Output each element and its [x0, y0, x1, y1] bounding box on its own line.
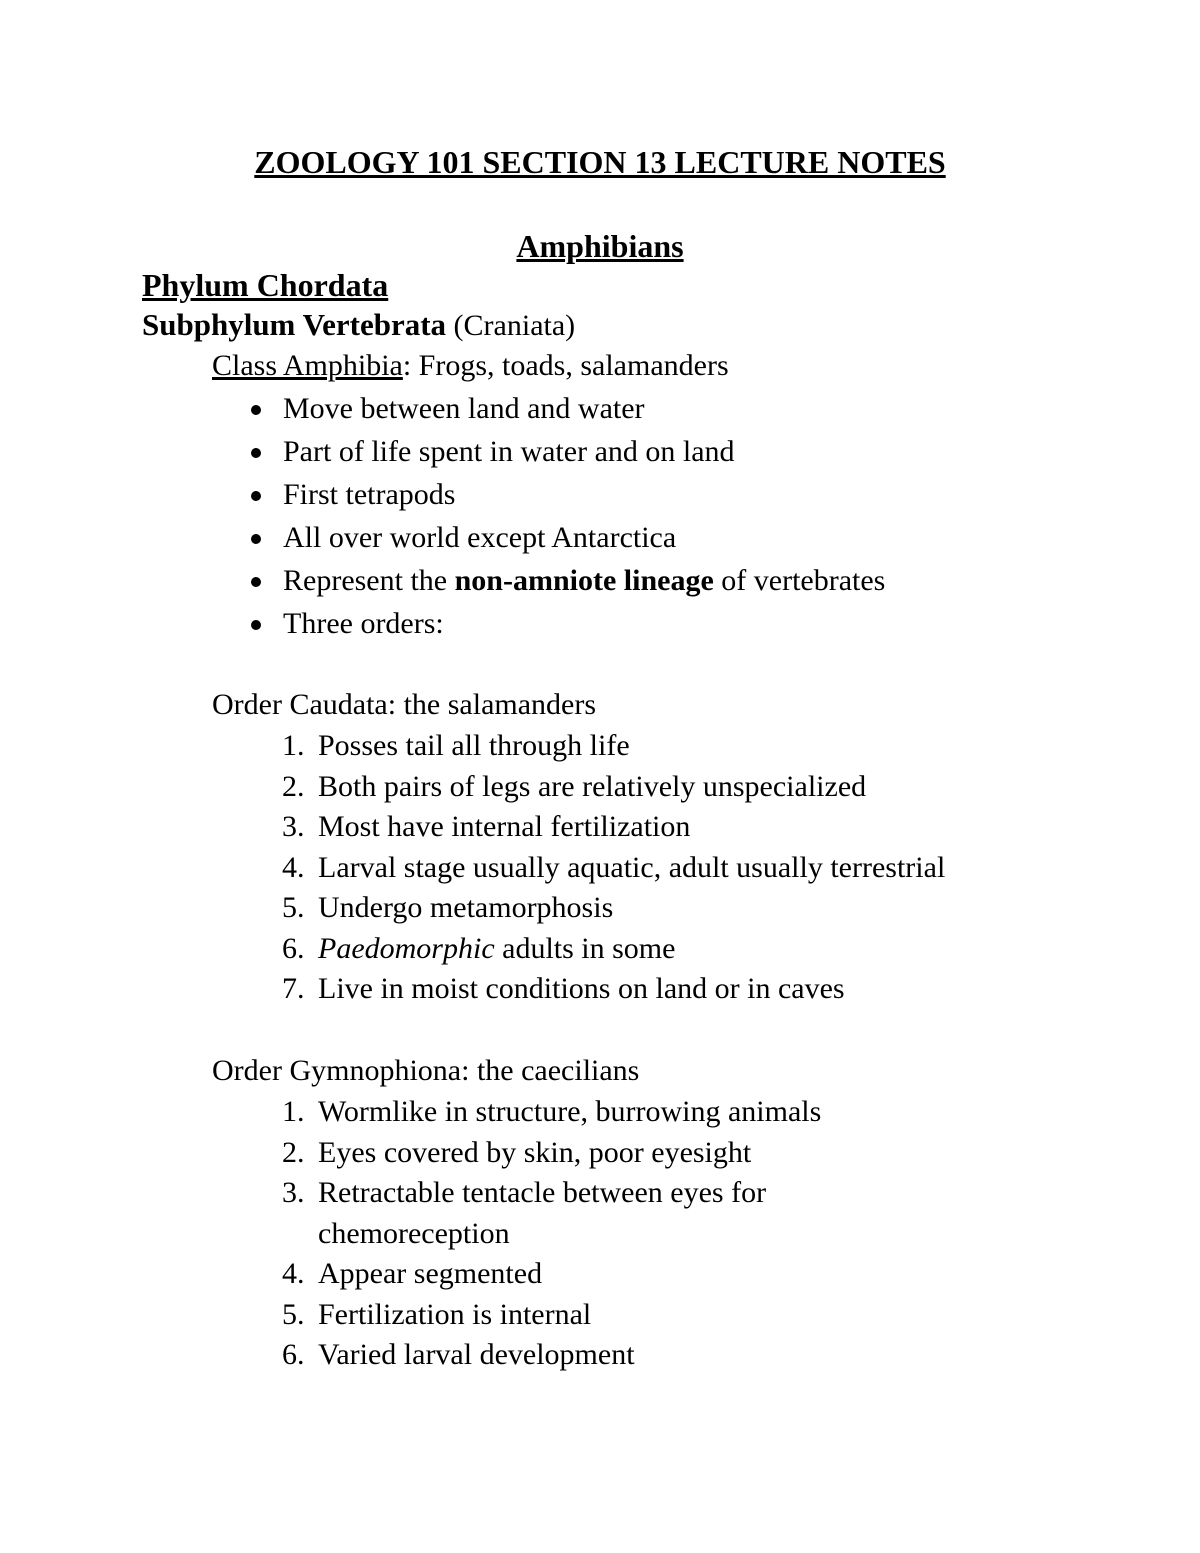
subphylum-alias: (Craniata): [446, 309, 576, 342]
list-item: [282, 848, 945, 889]
item-number: 4.: [282, 850, 305, 884]
phylum-heading: Phylum Chordata: [142, 267, 389, 303]
document-title: ZOOLOGY 101 SECTION 13 LECTURE NOTES: [254, 144, 946, 180]
list-item: [282, 1092, 878, 1133]
item-text-italic: Paedomorphic: [318, 931, 495, 965]
item-text: Eyes covered by skin, poor eyesight: [318, 1135, 752, 1169]
item-text: Retractable tentacle between eyes for chemoreception: [318, 1176, 767, 1250]
item-text: Most have internal fertilization: [318, 810, 691, 843]
item-text: Undergo metamorphosis: [318, 891, 614, 924]
order-caudata-heading: Order Caudata: the salamanders: [212, 688, 597, 721]
item-text: adults in some: [494, 931, 676, 965]
gymnophiona-list: [282, 1092, 878, 1376]
order-gymnophiona-heading: Order Gymnophiona: the caecilians: [212, 1054, 640, 1087]
bullet-text-pre: Represent the: [283, 564, 455, 597]
bullet-text: Part of life spent in water and on land: [283, 435, 735, 468]
class-name: Class Amphibia: [212, 349, 403, 382]
list-item: [282, 1254, 878, 1295]
list-item: [282, 1295, 878, 1336]
item-number: 6.: [282, 931, 305, 965]
list-item: [282, 1173, 878, 1254]
item-number: 4.: [282, 1257, 305, 1290]
bullet-text: Move between land and water: [283, 392, 645, 425]
item-number: 3.: [282, 810, 305, 843]
class-members: : Frogs, toads, salamanders: [402, 349, 729, 382]
caudata-list: [282, 726, 945, 1010]
item-text: Fertilization is internal: [318, 1297, 592, 1331]
list-item: [282, 888, 945, 929]
list-item: [248, 561, 885, 604]
class-heading: [212, 346, 729, 386]
item-number: 5.: [282, 891, 305, 924]
list-item: [282, 969, 945, 1010]
list-item: [282, 726, 945, 767]
class-bullet-list: [248, 389, 885, 647]
list-item: [282, 929, 945, 970]
item-number: 2.: [282, 1135, 305, 1169]
subphylum-heading: [142, 305, 575, 346]
list-item: [282, 807, 945, 848]
subphylum-name: Subphylum Vertebrata: [142, 307, 447, 342]
item-number: 2.: [282, 769, 305, 803]
item-number: 7.: [282, 972, 305, 1005]
list-item: [282, 1133, 878, 1174]
item-text: Larval stage usually aquatic, adult usually terrestrial: [318, 850, 946, 884]
list-item: [248, 389, 885, 432]
bullet-text: All over world except Antarctica: [283, 521, 677, 554]
list-item: [248, 432, 885, 475]
item-number: 6.: [282, 1338, 305, 1371]
bullet-text-bold: non-amniote lineage: [454, 564, 714, 597]
list-item: [248, 475, 885, 518]
item-number: 1.: [282, 1095, 305, 1128]
section-title: Amphibians: [516, 228, 684, 264]
item-text: Live in moist conditions on land or in caves: [318, 972, 845, 1005]
list-item: [248, 518, 885, 561]
bullet-text: Three orders:: [283, 607, 444, 640]
item-number: 1.: [282, 729, 305, 762]
item-text: Posses tail all through life: [318, 729, 630, 762]
item-text: Wormlike in structure, burrowing animals: [318, 1095, 822, 1128]
list-item: [282, 767, 945, 808]
item-text: Varied larval development: [318, 1338, 635, 1371]
list-item: [248, 604, 885, 647]
item-number: 3.: [282, 1176, 305, 1209]
item-text: Both pairs of legs are relatively unspecialized: [318, 769, 867, 803]
item-number: 5.: [282, 1297, 305, 1331]
item-text: Appear segmented: [318, 1257, 543, 1290]
bullet-text-post: of vertebrates: [713, 564, 886, 597]
list-item: [282, 1335, 878, 1376]
bullet-text: First tetrapods: [283, 478, 456, 511]
